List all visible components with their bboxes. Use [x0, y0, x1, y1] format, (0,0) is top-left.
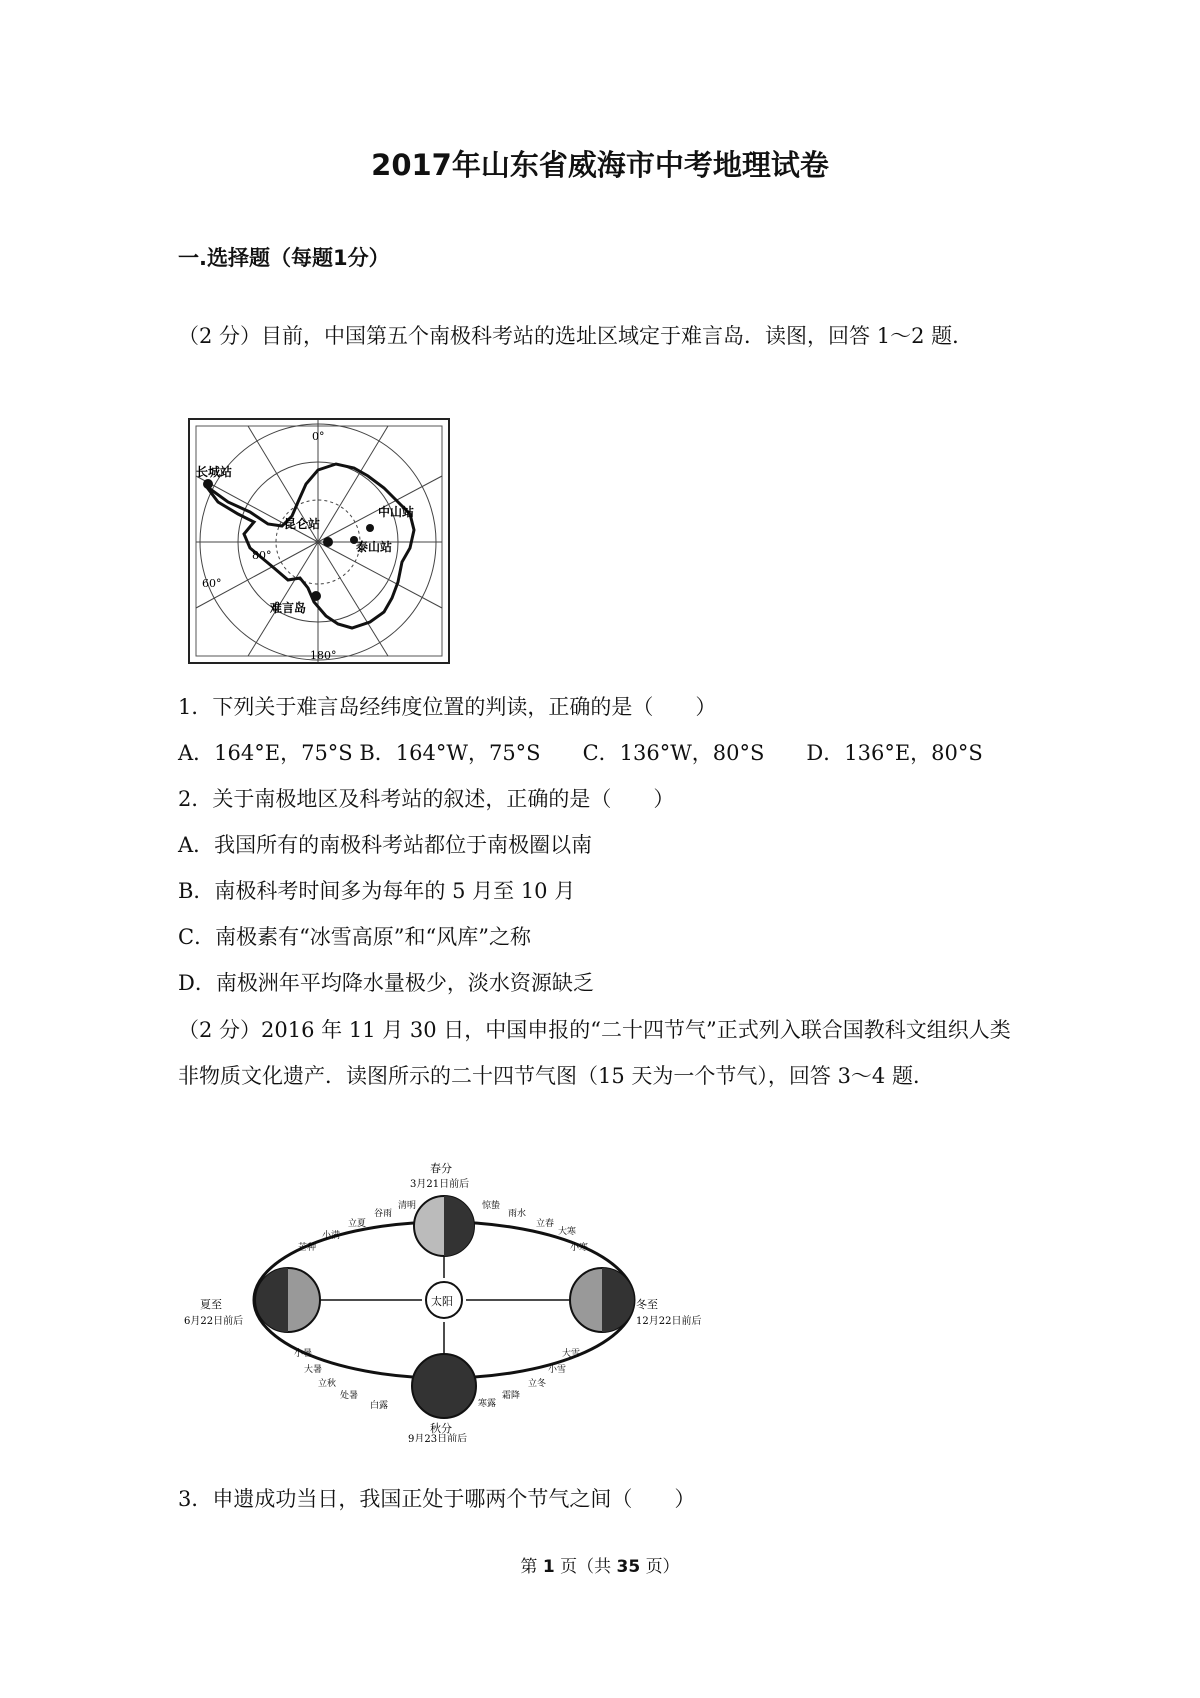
intro-paragraph-2: （2 分）2016 年 11 月 30 日，中国申报的“二十四节气”正式列入联合国教科文组织人类非物质文化遗产．读图所示的二十四节气图（15 天为一个节气），回答 3～4 题．: [178, 1018, 1011, 1088]
intro-paragraph-1: （2 分）目前，中国第五个南极科考站的选址区域定于难言岛．读图，回答 1～2 题．: [178, 324, 974, 348]
spring-label: 春分: [430, 1162, 452, 1175]
term-jingzhe: 惊蛰: [482, 1201, 501, 1211]
term-bailu: 白露: [370, 1401, 389, 1411]
term-guyu: 谷雨: [374, 1209, 393, 1219]
term-daxue: 大雪: [562, 1349, 581, 1359]
summer-date: 6月22日前后: [184, 1316, 244, 1327]
term-yushui: 雨水: [508, 1209, 527, 1219]
map-label-zhongshan: 中山站: [378, 505, 415, 519]
term-lidong: 立冬: [528, 1379, 547, 1389]
map-label-60: 60°: [202, 577, 222, 590]
term-hanlu: 寒露: [478, 1399, 497, 1409]
page-title: 2017年山东省威海市中考地理试卷: [371, 148, 829, 182]
footer-prefix: 第: [520, 1557, 538, 1577]
footer-middle: 页（共: [560, 1557, 612, 1577]
term-liqiu: 立秋: [318, 1379, 337, 1389]
term-dashu: 大暑: [304, 1365, 323, 1375]
winter-date: 12月22日前后: [636, 1316, 702, 1327]
page-footer: [0, 1552, 1200, 1577]
summer-label: 夏至: [200, 1298, 222, 1311]
term-lixia: 立夏: [348, 1219, 367, 1229]
q3-stem: 3．申遗成功当日，我国正处于哪两个节气之间（ ）: [178, 1487, 696, 1511]
q2-option-b: B．南极科考时间多为每年的 5 月至 10 月: [178, 879, 576, 903]
map-label-80: 80°: [252, 549, 272, 562]
term-xiaoman: 小满: [322, 1231, 341, 1241]
map-label-kunlun: 昆仑站: [284, 517, 321, 531]
term-xiaohan: 小寒: [570, 1243, 589, 1253]
term-lichun: 立春: [536, 1219, 555, 1229]
map-label-taishan: 泰山站: [356, 540, 393, 554]
footer-total-pages: 35: [616, 1557, 641, 1577]
map-label-180: 180°: [310, 649, 337, 662]
footer-suffix: 页）: [645, 1557, 680, 1577]
q2-option-a: A．我国所有的南极科考站都位于南极圈以南: [178, 833, 593, 857]
q1-stem: 1．下列关于难言岛经纬度位置的判读，正确的是（ ）: [178, 695, 717, 719]
winter-label: 冬至: [636, 1298, 658, 1311]
q1-options: A．164°E，75°S B．164°W，75°S C．136°W，80°S D．136°E，80°S: [178, 741, 983, 765]
term-shuangjiang: 霜降: [502, 1391, 521, 1401]
autumn-date: 9月23日前后: [408, 1434, 468, 1442]
term-qingming: 清明: [398, 1201, 417, 1211]
spring-date: 3月21日前后: [410, 1179, 470, 1190]
term-dahan: 大寒: [558, 1227, 577, 1237]
solar-terms-diagram: [184, 1160, 704, 1442]
antarctica-map: [188, 418, 450, 664]
term-xiaoxue: 小雪: [548, 1365, 567, 1375]
autumn-label: 秋分: [430, 1422, 452, 1435]
term-xiaoshu: 小暑: [294, 1349, 313, 1359]
q2-option-c: C．南极素有“冰雪高原”和“风库”之称: [178, 925, 532, 949]
q2-option-d: D．南极洲年平均降水量极少，淡水资源缺乏: [178, 971, 594, 995]
q2-stem: 2．关于南极地区及科考站的叙述，正确的是（ ）: [178, 787, 675, 811]
sun-label: 太阳: [431, 1295, 453, 1308]
map-label-nanyan: 难言岛: [270, 601, 307, 615]
term-chushu: 处暑: [340, 1391, 359, 1401]
map-label-changcheng: 长城站: [196, 465, 233, 479]
map-label-0: 0°: [312, 430, 325, 443]
term-mangzhong: 芒种: [298, 1243, 317, 1253]
footer-page-number: 1: [542, 1557, 555, 1577]
section-heading: 一.选择题（每题1分）: [178, 246, 390, 270]
